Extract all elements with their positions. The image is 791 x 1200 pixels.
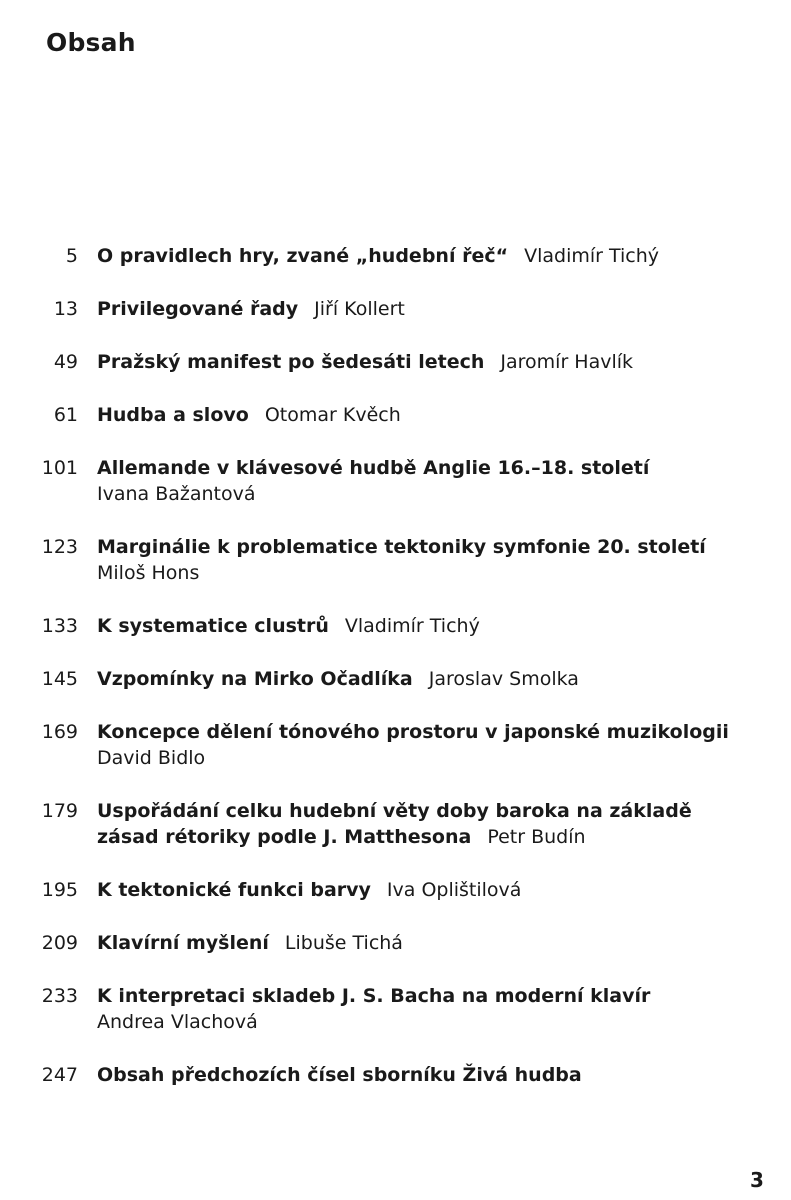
toc-entry-body (97, 296, 737, 322)
toc-entry-author: Otomar Kvěch (264, 404, 401, 426)
toc-entry-body (97, 719, 737, 771)
toc-page-number: 233 (41, 985, 78, 1007)
toc-page-number: 133 (41, 615, 78, 637)
toc-entry (0, 243, 791, 269)
toc-entry-author: Vladimír Tichý (524, 245, 660, 267)
toc-page-number: 101 (41, 457, 78, 479)
toc-entry-body (97, 613, 737, 639)
toc-page-number: 179 (41, 800, 78, 822)
toc-entry (0, 666, 791, 692)
toc-entry-author: Jaromír Havlík (500, 351, 634, 373)
toc-entry-body (97, 666, 737, 692)
toc-entry-author: Iva Oplištilová (386, 879, 522, 901)
toc-entry-author: Petr Budín (487, 826, 586, 848)
toc-page-number: 247 (41, 1064, 78, 1086)
page-number: 3 (750, 1168, 764, 1192)
toc-entry-author: Vladimír Tichý (344, 615, 480, 637)
toc-entry-title: Koncepce dělení tónového prostoru v japonské muzikologii (97, 721, 729, 743)
toc-entry (0, 613, 791, 639)
toc-entry-title: Privilegované řady (97, 298, 299, 320)
toc-entry-body (97, 455, 737, 507)
toc-entry-title: Allemande v klávesové hudbě Anglie 16.–18. století (97, 457, 650, 479)
toc-entry-title: K systematice clustrů (97, 615, 329, 637)
toc-entry-title: Vzpomínky na Mirko Očadlíka (97, 668, 413, 690)
toc-entry (0, 455, 791, 507)
toc-entry (0, 296, 791, 322)
toc-entry (0, 402, 791, 428)
toc-entry-author: Ivana Bažantová (97, 483, 256, 505)
toc-entry-body (97, 349, 737, 375)
toc-page-number: 49 (53, 351, 78, 373)
toc-entry (0, 719, 791, 771)
toc-entry-body (97, 534, 737, 586)
toc-entry-body (97, 402, 737, 428)
toc-entry-author: Jaroslav Smolka (428, 668, 579, 690)
toc-entry-author: David Bidlo (97, 747, 206, 769)
toc-entry (0, 798, 791, 850)
toc-entry (0, 534, 791, 586)
toc-entry-body (97, 1062, 737, 1088)
toc-entry-author: Andrea Vlachová (97, 1011, 258, 1033)
toc-page-number: 209 (41, 932, 78, 954)
toc-entry-author: Miloš Hons (97, 562, 200, 584)
toc-entry-body (97, 930, 737, 956)
toc-entry-body (97, 877, 737, 903)
toc-entry-title: Uspořádání celku hudební věty doby baroka na základě zásad rétoriky podle J. Matthesona (97, 800, 692, 848)
toc-entry-title: Marginálie k problematice tektoniky symfonie 20. století (97, 536, 706, 558)
toc-entry-title: Pražský manifest po šedesáti letech (97, 351, 485, 373)
toc-entry-title: Klavírní myšlení (97, 932, 269, 954)
toc-entry-author: Libuše Tichá (284, 932, 403, 954)
toc-entry (0, 349, 791, 375)
toc-entry-title: Obsah předchozích čísel sborníku Živá hudba (97, 1064, 582, 1086)
toc-entry (0, 983, 791, 1035)
toc-entry-body (97, 798, 737, 850)
toc-entry-title: K interpretaci skladeb J. S. Bacha na moderní klavír (97, 985, 651, 1007)
toc-page-number: 61 (53, 404, 78, 426)
toc-entry-title: O pravidlech hry, zvané „hudební řeč“ (97, 245, 509, 267)
toc-entry-body (97, 983, 737, 1035)
toc-page-number: 5 (65, 245, 78, 267)
toc-page-number: 169 (41, 721, 78, 743)
toc-entry (0, 1062, 791, 1088)
toc-entry-body (97, 243, 737, 269)
toc-page-number: 13 (53, 298, 78, 320)
toc-entry-title: K tektonické funkci barvy (97, 879, 371, 901)
toc-page-number: 123 (41, 536, 78, 558)
toc-entry-title: Hudba a slovo (97, 404, 249, 426)
toc-entry-author: Jiří Kollert (314, 298, 405, 320)
toc-page-number: 195 (41, 879, 78, 901)
table-of-contents (0, 243, 791, 1115)
toc-entry (0, 877, 791, 903)
toc-entry (0, 930, 791, 956)
toc-page-number: 145 (41, 668, 78, 690)
page-title: Obsah (46, 28, 136, 57)
